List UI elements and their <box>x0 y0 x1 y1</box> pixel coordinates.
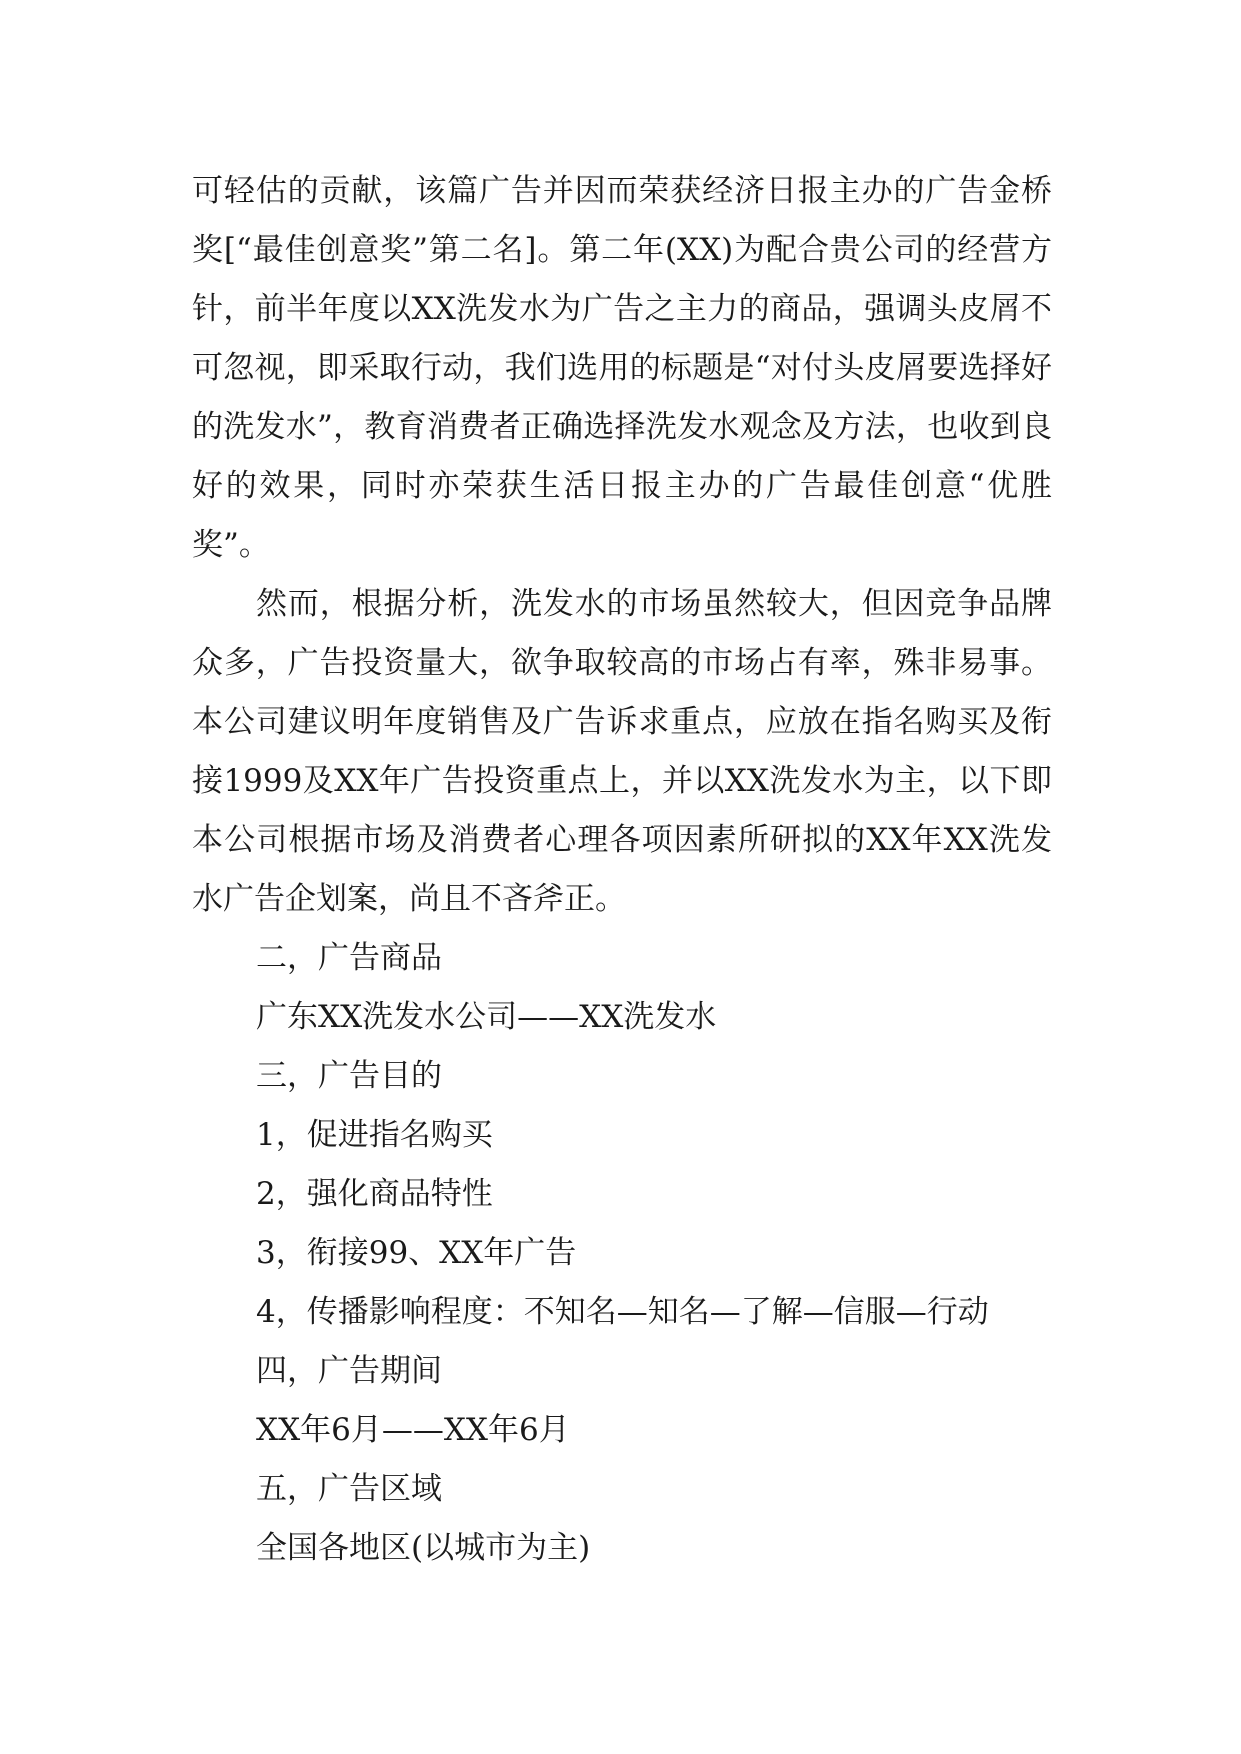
paragraph-analysis: 然而，根据分析，洗发水的市场虽然较大，但因竞争品牌众多，广告投资量大，欲争取较高的市场占有率，殊非易事。本公司建议明年度销售及广告诉求重点，应放在指名购买及衔接1999及XX年广告投资重点上，并以XX洗发水为主，以下即本公司根据市场及消费者心理各项因素所研拟的XX年XX洗发水广告企划案，尚且不吝斧正。 <box>192 586 1052 917</box>
section-heading-product: 二，广告商品 <box>256 940 442 976</box>
period-line: XX年6月——XX年6月 <box>256 1412 570 1448</box>
document-body <box>192 162 1052 1578</box>
product-line: 广东XX洗发水公司——XX洗发水 <box>256 999 717 1035</box>
purpose-item-4: 4，传播影响程度：不知名—知名—了解—信服—行动 <box>256 1294 989 1330</box>
paragraph-continued: 可轻估的贡献，该篇广告并因而荣获经济日报主办的广告金桥奖[“最佳创意奖”第二名]。第二年(XX)为配合贵公司的经营方针，前半年度以XX洗发水为广告之主力的商品，强调头皮屑不可忽视，即采取行动，我们选用的标题是“对付头皮屑要选择好的洗发水”，教育消费者正确选择洗发水观念及方法，也收到良好的效果，同时亦荣获生活日报主办的广告最佳创意“优胜奖”。 <box>192 173 1052 563</box>
section-heading-region: 五，广告区域 <box>256 1471 442 1507</box>
purpose-item-3: 3，衔接99、XX年广告 <box>256 1235 577 1271</box>
section-heading-purpose: 三，广告目的 <box>256 1058 442 1094</box>
purpose-item-1: 1，促进指名购买 <box>256 1117 493 1153</box>
region-line: 全国各地区(以城市为主) <box>256 1530 591 1566</box>
purpose-item-2: 2，强化商品特性 <box>256 1176 493 1212</box>
section-heading-period: 四，广告期间 <box>256 1353 442 1389</box>
